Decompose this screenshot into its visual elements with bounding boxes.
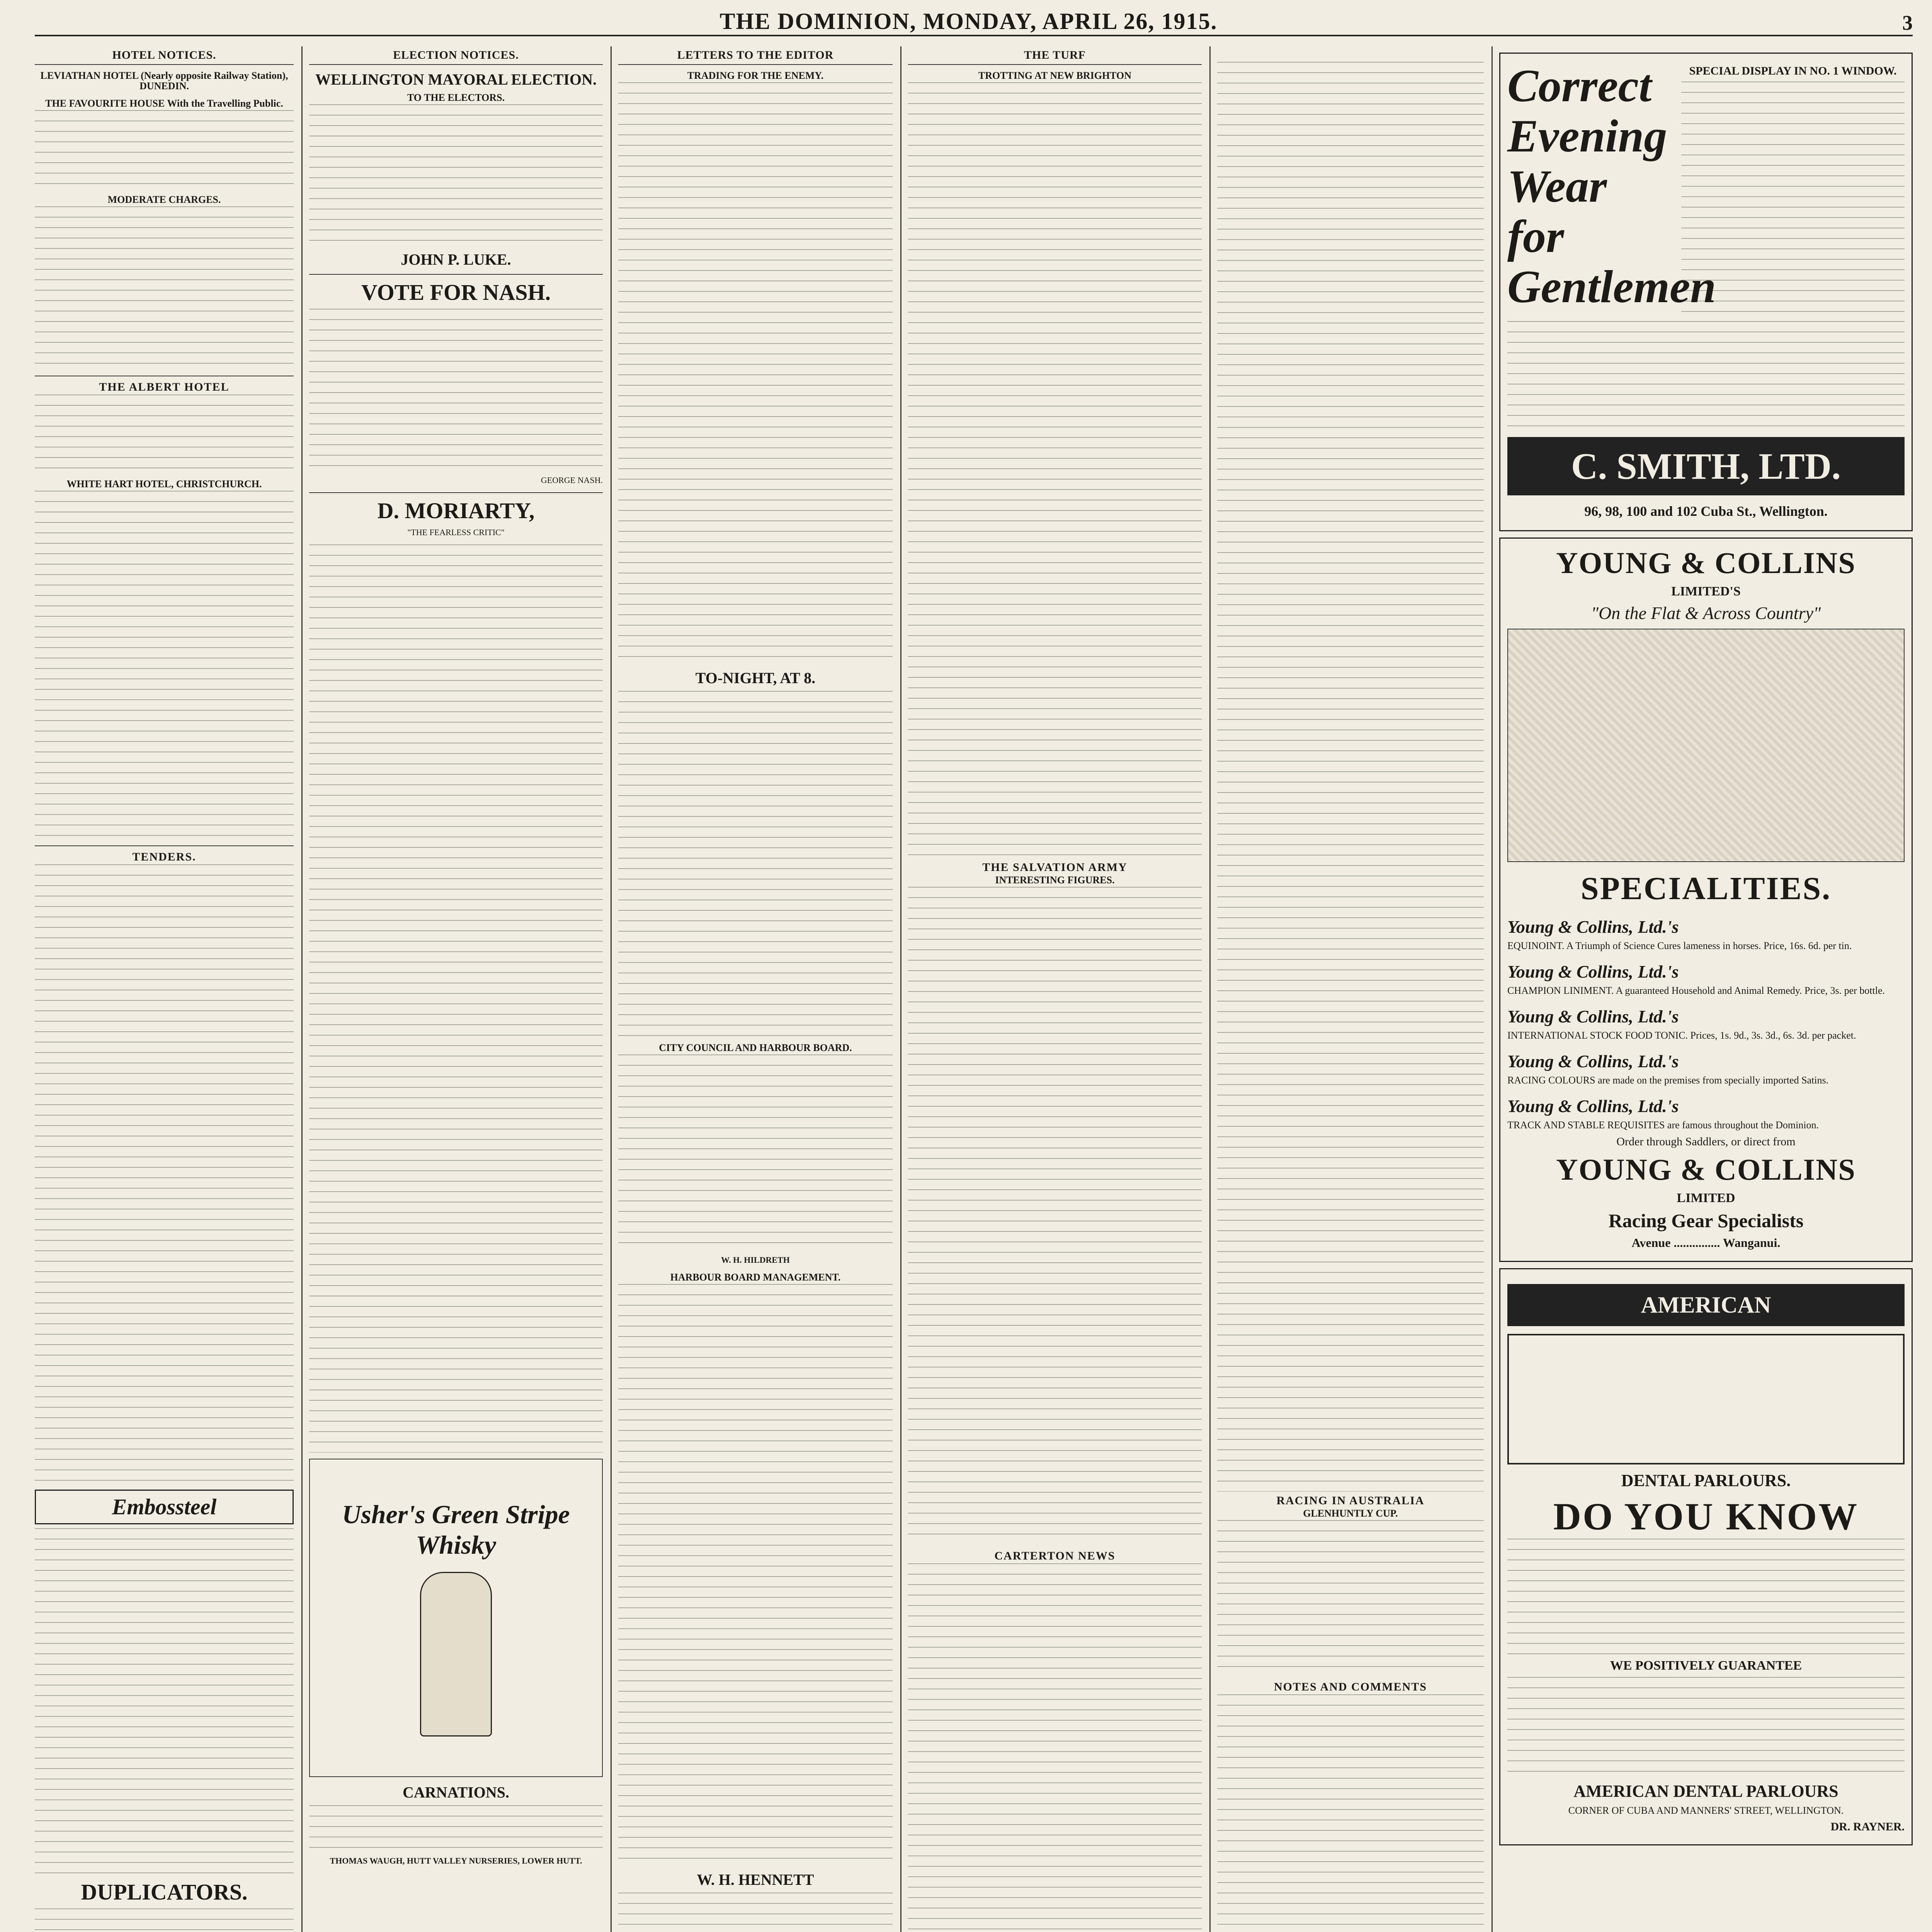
column-letters (618, 46, 893, 1932)
column-header: ELECTION NOTICES. (309, 46, 603, 65)
waugh-signature: THOMAS WAUGH, HUTT VALLEY NURSERIES, LOWER HUTT. (330, 1856, 582, 1866)
article-heading: THE SALVATION ARMY (982, 861, 1128, 874)
notice-heading: TO THE ELECTORS. (407, 92, 505, 103)
signature-hildreth: W. H. HILDRETH (721, 1255, 790, 1265)
do-you-know-heading: DO YOU KNOW (1553, 1495, 1859, 1538)
embossteel-logo: Embossteel (35, 1490, 294, 1524)
ad-leviathan-hotel (35, 70, 294, 91)
text-body (309, 104, 603, 243)
special-display (1681, 61, 1905, 321)
notice-heading: HARBOUR BOARD MANAGEMENT. (670, 1272, 841, 1283)
price-list (1681, 82, 1905, 321)
article-heading: RACING IN AUSTRALIA (1276, 1494, 1425, 1507)
duplicators-heading: DUPLICATORS. (81, 1879, 248, 1905)
tonic-text: INTERNATIONAL STOCK FOOD TONIC. Prices, 1s. 9d., 3s. 3d., 6s. 3d. per packet. (1507, 1030, 1856, 1041)
column-header: HOTEL NOTICES. (35, 46, 294, 65)
notes-comments (1217, 1682, 1484, 1932)
signature-hennett: W. H. HENNETT (697, 1871, 814, 1888)
text-body (908, 887, 1202, 1544)
yc-product-heading: Young & Collins, Ltd.'s (1507, 962, 1679, 981)
rayner-signature: DR. RAYNER. (1830, 1820, 1905, 1833)
text-body (35, 864, 294, 1483)
track-text: TRACK AND STABLE REQUISITES are famous throughout the Dominion. (1507, 1119, 1819, 1131)
dental-parlours-heading: DENTAL PARLOURS. (1621, 1471, 1791, 1490)
column-rule (1492, 46, 1493, 1932)
carnations-heading: CARNATIONS. (403, 1784, 509, 1801)
ushers-title: Usher's Green Stripe Whisky (342, 1500, 570, 1560)
masthead-title: THE DOMINION, MONDAY, APRIL 26, 1915. (719, 9, 1218, 34)
text-body (1217, 1520, 1484, 1675)
yc-flat-across: "On the Flat & Across Country" (1591, 603, 1821, 623)
divider (35, 845, 294, 846)
article-subheading: INTERESTING FIGURES. (995, 874, 1115, 886)
text-body (618, 691, 893, 1039)
text-body (35, 110, 294, 187)
racing-gear: Racing Gear Specialists (1608, 1210, 1804, 1231)
article-heading: CARTERTON NEWS (994, 1549, 1116, 1562)
racing-australia (1217, 1495, 1484, 1675)
vote-nash-heading: VOTE FOR NASH. (361, 280, 551, 305)
text-body (618, 1893, 893, 1932)
column-turf (908, 46, 1202, 1932)
tonight-heading: TO-NIGHT, AT 8. (695, 669, 816, 687)
page-number: 3 (1902, 11, 1913, 34)
notice-heading: CITY COUNCIL AND HARBOUR BOARD. (659, 1042, 852, 1053)
yc-limited: LIMITED'S (1671, 584, 1741, 599)
signature-nash: GEORGE NASH. (541, 475, 603, 485)
column-header: THE TURF (908, 46, 1202, 65)
special-display-heading: SPECIAL DISPLAY IN NO. 1 WINDOW. (1689, 65, 1897, 77)
c-smith-ad (1499, 53, 1913, 531)
yc-product-heading: Young & Collins, Ltd.'s (1507, 1051, 1679, 1071)
letter-trading (618, 70, 893, 662)
column-rule (611, 46, 612, 1932)
trotting-article (908, 70, 1202, 855)
whisky-bottle-illustration (420, 1572, 492, 1736)
teeth-illustration (1507, 1334, 1905, 1464)
text-body (1507, 1677, 1905, 1777)
column-advertisements (1499, 46, 1913, 1932)
champion-text: CHAMPION LINIMENT. A guaranteed Household and Animal Remedy. Price, 3s. per bottle. (1507, 985, 1885, 996)
ad-favourite-house (35, 98, 294, 187)
american-footer: AMERICAN DENTAL PARLOURS (1573, 1782, 1838, 1801)
equinoint-text: EQUINOINT. A Triumph of Science Cures lameness in horses. Price, 16s. 6d. per tin. (1507, 940, 1852, 951)
text-body (309, 309, 603, 471)
yc-product-heading: Young & Collins, Ltd.'s (1507, 1007, 1679, 1026)
american-banner: AMERICAN (1507, 1284, 1905, 1326)
american-address: CORNER OF CUBA AND MANNERS' STREET, WELLINGTON. (1568, 1805, 1844, 1816)
text-body (35, 491, 294, 838)
text-body (309, 544, 603, 1452)
harbour-notice (618, 1272, 893, 1864)
column-election-notices (309, 46, 603, 1932)
order-line: Order through Saddlers, or direct from (1616, 1135, 1796, 1148)
ad-heading: MODERATE CHARGES. (107, 194, 221, 205)
letter-heading: TRADING FOR THE ENEMY. (687, 70, 824, 81)
young-collins-ad (1499, 537, 1913, 1262)
wanganui-line: Avenue ............... Wanganui. (1631, 1236, 1781, 1250)
column-header: LETTERS TO THE EDITOR (618, 46, 893, 65)
ad-white-hart (35, 479, 294, 838)
price-list (1507, 321, 1905, 429)
election-notice (309, 92, 603, 243)
text-body (1507, 1539, 1905, 1655)
ad-heading: LEVIATHAN HOTEL (Nearly opposite Railway Station), DUNEDIN. (40, 70, 288, 92)
carterton-article (908, 1551, 1202, 1932)
text-body (35, 206, 294, 369)
moriarty-tagline: "THE FEARLESS CRITIC" (407, 527, 505, 537)
moriarty-heading: D. MORIARTY, (377, 498, 535, 523)
ad-heading: WHITE HART HOTEL, CHRISTCHURCH. (66, 478, 262, 490)
horse-illustration (1507, 629, 1905, 862)
article-subheading: GLENHUNTLY CUP. (1303, 1508, 1398, 1519)
yc-title: YOUNG & COLLINS (1556, 546, 1856, 580)
text-body (618, 1054, 893, 1248)
ad-heading: THE ALBERT HOTEL (99, 381, 230, 393)
text-body (908, 1563, 1202, 1932)
ad-albert-hotel (35, 382, 294, 472)
yc-bottom-title: YOUNG & COLLINS (1556, 1153, 1856, 1186)
ad-moderate (35, 194, 294, 369)
ushers-whisky-ad (309, 1459, 603, 1777)
masthead (35, 8, 1913, 36)
text-body (1217, 1694, 1484, 1932)
text-body (35, 1908, 294, 1932)
mayoral-heading: WELLINGTON MAYORAL ELECTION. (315, 71, 597, 88)
section-heading: TENDERS. (132, 850, 196, 863)
article-heading: TROTTING AT NEW BRIGHTON (978, 70, 1132, 81)
divider (309, 274, 603, 275)
guarantee-heading: WE POSITIVELY GUARANTEE (1610, 1658, 1802, 1673)
yc-bottom-limited: LIMITED (1677, 1191, 1735, 1205)
racing-colours-text: RACING COLOURS are made on the premises from specially imported Satins. (1507, 1075, 1829, 1086)
tenders-section (35, 852, 294, 1483)
text-body (309, 1805, 603, 1852)
correct-evening-wear: Correct Evening Wear for Gentlemen (1507, 60, 1716, 312)
text-body (35, 1528, 294, 1876)
divider (309, 492, 603, 493)
city-council-notice (618, 1043, 893, 1248)
article-heading: NOTES AND COMMENTS (1274, 1680, 1427, 1693)
column-rule (301, 46, 303, 1932)
text-body (1217, 62, 1484, 1492)
text-body (35, 395, 294, 472)
c-smith-address: 96, 98, 100 and 102 Cuba St., Wellington. (1584, 503, 1828, 519)
salvation-article (908, 862, 1202, 1544)
text-body (618, 1284, 893, 1864)
signature-luke: JOHN P. LUKE. (401, 251, 511, 268)
yc-product-heading: Young & Collins, Ltd.'s (1507, 917, 1679, 937)
column-hotel-notices (35, 46, 294, 1932)
c-smith-top (1507, 61, 1905, 321)
c-smith-banner: C. SMITH, LTD. (1507, 437, 1905, 495)
text-body (908, 82, 1202, 855)
column-racing (1217, 46, 1484, 1932)
ad-heading: THE FAVOURITE HOUSE With the Travelling Public. (45, 98, 283, 109)
american-dental-ad (1499, 1268, 1913, 1845)
column-rule (900, 46, 901, 1932)
text-body (618, 82, 893, 662)
column-rule (1209, 46, 1211, 1932)
specialities-heading: SPECIALITIES. (1580, 871, 1832, 906)
yc-product-heading: Young & Collins, Ltd.'s (1507, 1096, 1679, 1116)
